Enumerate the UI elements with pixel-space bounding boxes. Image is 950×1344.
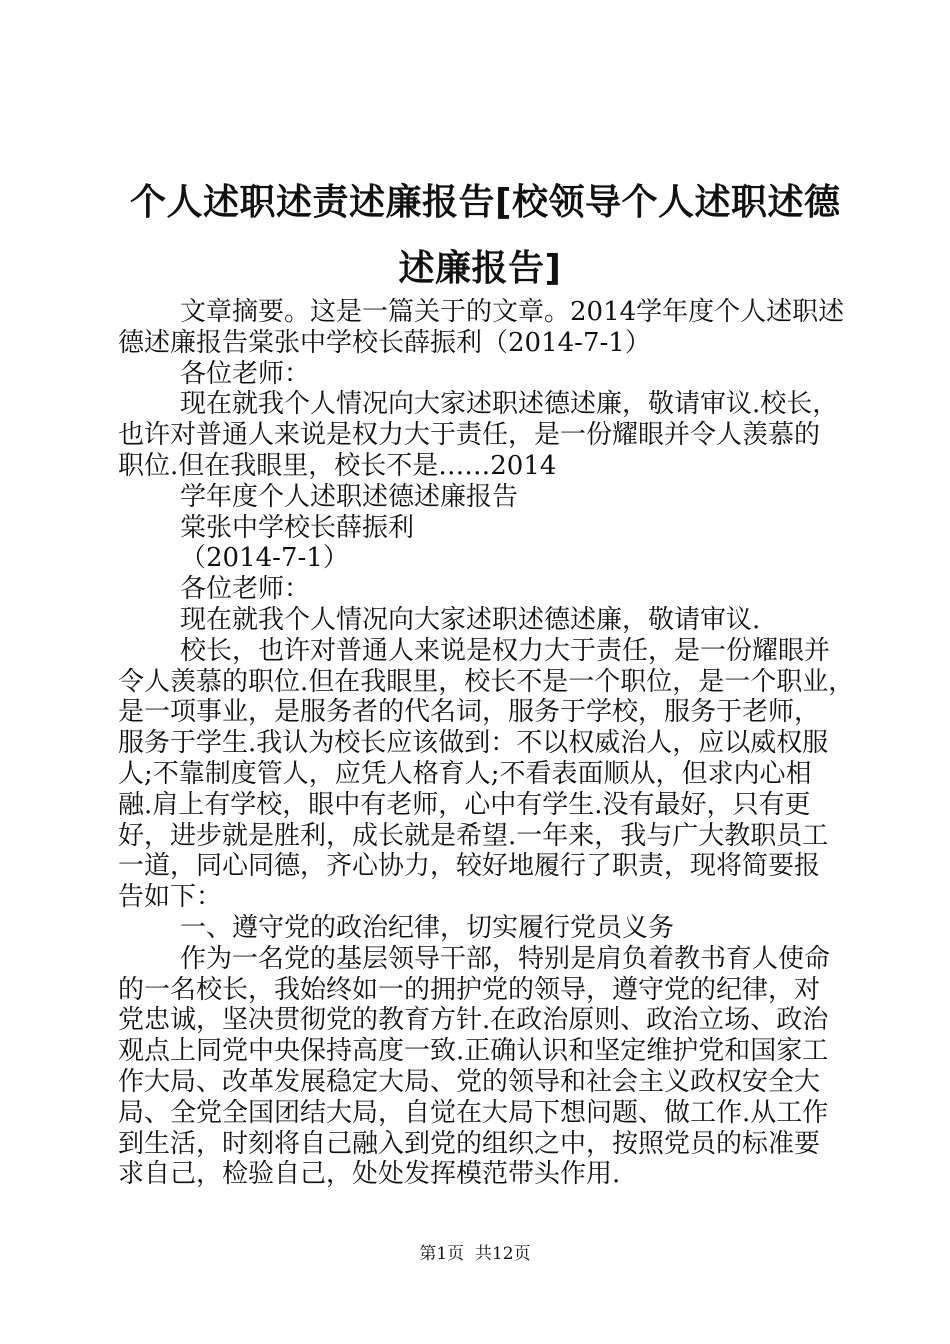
body-line: 的一名校长，我始终如一的拥护党的领导，遵守党的纪律，对 xyxy=(118,974,821,1005)
body-line: 求自己，检验自己，处处发挥模范带头作用. xyxy=(118,1159,621,1190)
body-line: 校长，也许对普通人来说是权力大于责任，是一份耀眼并 xyxy=(180,635,831,666)
body-line: 告如下： xyxy=(118,882,223,913)
body-line: 学年度个人述职述德述廉报告 xyxy=(180,481,519,512)
body-line: 好，进步就是胜利，成长就是希望.一年来，我与广大教职员工 xyxy=(118,820,829,851)
title-line-1: 个人述职述责述廉报告[校领导个人述职述德 xyxy=(130,182,841,223)
body-line: （2014-7-1） xyxy=(180,543,349,574)
body-line: 棠张中学校长薛振利 xyxy=(180,512,415,543)
body-line: 各位老师： xyxy=(180,358,311,389)
body-line: 德述廉报告棠张中学校长薛振利（2014-7-1） xyxy=(118,327,651,358)
body-line: 作大局、改革发展稳定大局、党的领导和社会主义政权安全大 xyxy=(118,1066,821,1097)
body-line: 是一项事业，是服务者的代名词，服务于学校，服务于老师， xyxy=(118,697,821,728)
body-line: 也许对普通人来说是权力大于责任，是一份耀眼并令人羡慕的 xyxy=(118,420,821,451)
body-line: 一道，同心同德，齐心协力，较好地履行了职责，现将简要报 xyxy=(118,851,821,882)
title-line-2: 述廉报告] xyxy=(398,248,562,289)
body-line: 服务于学生.我认为校长应该做到：不以权威治人，应以威权服 xyxy=(118,728,829,759)
body-line: 党忠诚，坚决贯彻党的教育方针.在政治原则、政治立场、政治 xyxy=(118,1005,829,1036)
body-line: 现在就我个人情况向大家述职述德述廉，敬请审议.校长， xyxy=(180,389,839,420)
body-line: 令人羡慕的职位.但在我眼里，校长不是一个职位，是一个职业， xyxy=(118,666,855,697)
document-body xyxy=(118,297,855,1190)
body-line: 人;不靠制度管人，应凭人格育人;不看表面顺从，但求内心相 xyxy=(118,758,812,789)
body-line: 职位.但在我眼里，校长不是……2014 xyxy=(118,450,557,481)
body-line: 融.肩上有学校，眼中有老师，心中有学生.没有最好，只有更 xyxy=(118,789,811,820)
document-title xyxy=(130,170,841,302)
section-heading: 一、遵守党的政治纪律，切实履行党员义务 xyxy=(180,912,675,943)
body-line: 到生活，时刻将自己融入到党的组织之中，按照党员的标准要 xyxy=(118,1128,821,1159)
body-line: 文章摘要。这是一篇关于的文章。2014学年度个人述职述 xyxy=(180,297,845,327)
page-number-footer: 第1页 共12页 xyxy=(419,1244,531,1264)
body-line: 观点上同党中央保持高度一致.正确认识和坚定维护党和国家工 xyxy=(118,1036,829,1067)
body-line: 现在就我个人情况向大家述职述德述廉，敬请审议. xyxy=(180,604,761,635)
body-line: 局、全党全国团结大局，自觉在大局下想问题、做工作.从工作 xyxy=(118,1097,829,1128)
body-line: 各位老师： xyxy=(180,574,311,605)
body-line: 作为一名党的基层领导干部，特别是肩负着教书育人使命 xyxy=(180,943,831,974)
